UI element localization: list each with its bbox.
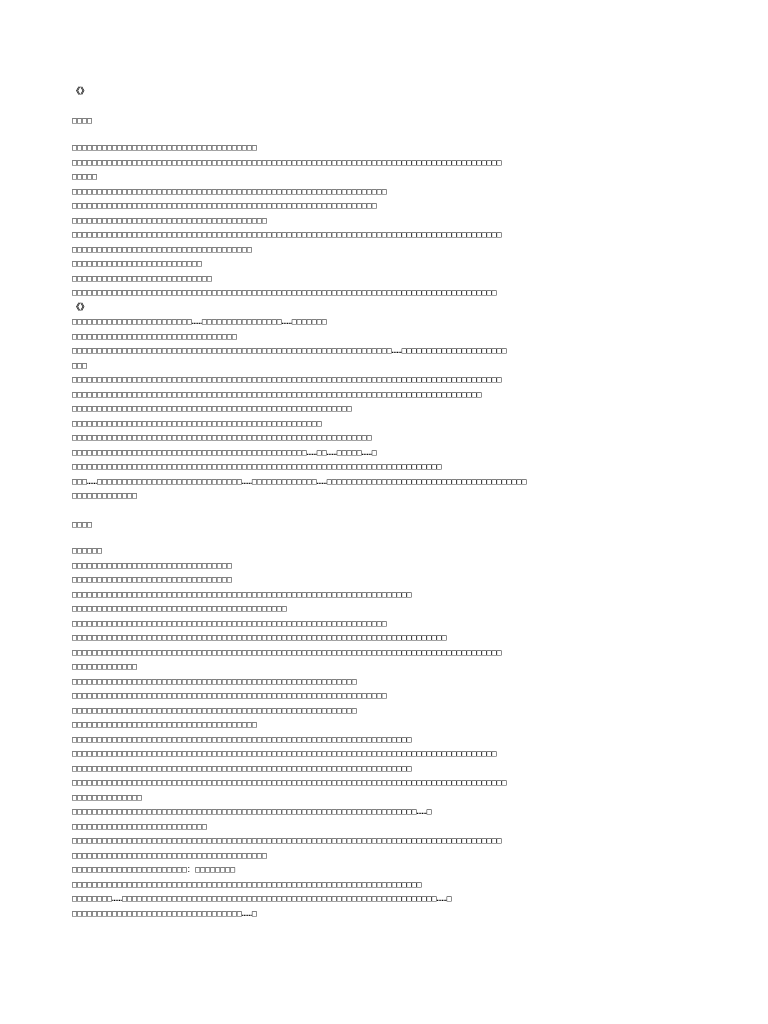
text-line: □□□□□□□□□□□□□□□□□□□□□□□□□□□□□□□□□□□□□□□□□□□ [72,603,287,613]
text-line: □□□□□□□□□□□□□□□□□□□□□□□□□□□□□□□□□□□□□□□□□□□□□□□□□□□□□□□□□□□□□□□□□□□□□□□□□□□□□□□□□□□□□ [72,287,497,297]
paragraph-block [72,314,712,503]
text-line: □□□□□□□□……□□□□□□□□□□□□□□□□□□□□□□□□□□□□□□□□□□□□□□□□□□□□□□□□□□□□□□□□□□□□□□□……□ [72,893,452,903]
text-line: □□□□□□□□□□□□□□□□□□□□□□□□□□□□□□□□□□□□□□□□□□□□□□□□□□□□□□□□□□□□□□□□□□□□ [72,588,412,599]
document-page [72,84,712,920]
text-line: □□□□□□□□□□□□□□□□□□□□□□□□□□□□□□□□□□□□□□□ [72,849,267,860]
text-line: □□□□□□□□□□□□□□□□□□□□□□□□□□□□□□□□□□□□□□□□□□□□□□□□□□□□□□□□□□□□ [72,432,372,442]
quote-mark: 《》 [72,86,89,96]
text-line: □□□□□□□□□□□□□□□□□□□□□□□□□□□□□□□□□□□□□□□□□□□□□□□□□□□□□□□□□□□□□ [72,200,377,210]
text-line: □□□□□□□□□□□□□□□□□□□□□□□□□□□□□□□□□□□□□□□□□□□□□□□□□□□□□□□□□□□□□□□□□□□□□□ [72,878,422,889]
section-heading: □□□□ [72,518,92,529]
quote-mark: 《》 [72,301,89,312]
text-line: □□□□□□□□□□□□□□□□□□□□□□□□□□□□□□□□□□□□□□□□□□□□□□□□□□□□□□□□□□□□□□□□□□□□ [72,733,412,744]
text-line: □□□□□□□□□□□□□□□□□□□□□□□□□□□□□□□□□□□□□□□□□□□□□□□□□□□□□□□□□□□□□□□□□□□□□□□□□□□□□□□□□□□□□□□ [72,777,507,787]
text-line: □□□□□□□□□□□□□□□□□□□□□□□□□□□□□□□□□□□□□□□□□□□□□□□□□□□□□□□□□□□□□□□□□□□□□□□□□□□□□□□□□□□□□□ [72,835,502,845]
text-line: □□□□□□□□□□□□□□□□□□□□□□□□□□□□□□□□□□□□□□□□□□□□□□□□□□□□□□□□□□□□□□□□□□□□□□□□□□□□□□□□□□□□□□ [72,646,502,657]
text-line: □□□□□□□□□□□□□□□□□□□□□□□□□□□□□□□□□□□□□□□□□□□□□□□□□□□□□□□□□□□□□□□□□□□□□□□□□□ [72,461,442,471]
text-line: □□□□□□□□□□□□□□□□□□□□□□□□□□□□□□□□ [72,559,232,570]
text-line: □□□□□□□□□□□□□□□□□□□□□□□□□□□□□□□□□□□□□□□□□□□□□□□……□□……□□□□□……□ [72,446,377,457]
text-line: □□□□□□□□□□□□□□□□□□□□□□□□□□□□□□□□□□□□□□□□□□□□□□□□□□□□□□□□□ [72,704,357,715]
text-line: □□□□□□□□□□□□□□□□□□□□□□□□□□□□□□□□□□□□□□□□□□□□□□□□□□□□□□□□□□□□□□□□□□□□□……□ [72,806,432,816]
text-line: □□□□□□□□□□□□□ [72,661,137,671]
text-line: □□□□□□□□□□□□□□□□□□□□□□□□□□□□□□□□□□□□□□□□□□□□□□□□□□□□□□□□□□□□□□□ [72,617,387,628]
text-line: □□□□□□□□□□□□□□□□□□□□□□□：□□□□□□□□ [72,864,236,874]
text-line: □□□□□□□□□□□□□□□□□□□□□□□□□□□□□□□□□□……□ [72,907,257,918]
text-line: □□□□□□□□□□□□□□□□□□□□□□□□……□□□□□□□□□□□□□□□□……□□□□□□□ [72,316,327,326]
text-line: □□□□□□□□□□□□□□□□□□□□□□□□□□□□□□□□□□□□□□□□□□□□□□□□□□□□□□□□□□□□□□□□□□□□□□□□□□□□□□□□□□□□□□ [72,229,502,239]
text-line: □□□□□□□□□□□□□□□□□□□□□□□□□□□□□□□□□□□□□□□□□□□□□□□□□□□□□□□□□□□□□□□□□□□□□□□□□□□□□□□□□□ [72,388,482,399]
text-line: □□□□□□□□□□□□□□□□□□□□□□□□□□□□□□□□□□□□□□□□□□□□□□□□□□□□□□□□□□□□□□□□□□□□□□□□□□□ [72,632,447,642]
text-line: □□□□□□□□□□□□□□□□□□□□□□□□□□□□□□□□□□□□□□□□□□□□□□□□□□□□□□□□□□□□□□□ [72,690,387,700]
text-line: □□□□□ [72,171,97,181]
text-line: □□□□□□□□□□□□□□□□□□□□□□□□□□□□□□□□□□□□□□□□□□□□□□□□□□□□□□□□□□□□□□□□……□□□□□□□□□□□□□□□□□□□□□ [72,345,507,355]
text-line: □□□□□□□□□□□□□□□□□□□□□□□□□□ [72,258,202,268]
text-line: □□□□□□□□□□□□□□ [72,791,142,802]
text-line: □□□□□□□□□□□□□□□□□□□□□□□□□□□□□□□□□□□□ [72,243,252,254]
section-heading: □□□□ [72,114,92,125]
text-line: □□□□□□□□□□□□□□□□□□□□□□□□□□□□ [72,272,212,283]
text-line: □□□□□□□□□□□□□□□□□□□□□□□□□□□□□□□□□□□□□ [72,142,257,152]
text-line: □□□□□□□□□□□□□□□□□□□□□□□□□□□□□□□□□□□□□□□□□□□□□□□□□□□□□□□□□ [72,675,357,686]
text-line: □□□□□□□□□□□□□□□□□□□□□□□□□□□□□□□□□□□□□□□□□□□□□□□□□□ [72,417,322,428]
text-line: □□□□□□□□□□□□□□□□□□□□□□□□□□□□□□□□□□□□□□□ [72,214,267,225]
text-line: □□□□□□□□□□□□□□□□□□□□□□□□□□□ [72,820,207,831]
text-line: □□□□□□□□□□□□□□□□□□□□□□□□□□□□□□□□ [72,574,232,584]
text-line: □□□□□□□□□□□□□□□□□□□□□□□□□□□□□□□□□□□□□□□□□□□□□□□□□□□□□□□□ [72,403,352,413]
text-line: □□□□□□□□□□□□□□□□□□□□□□□□□□□□□□□□□□□□□□□□□□□□□□□□□□□□□□□□□□□□□□□□□□□□ [72,762,412,773]
text-line: □□□□□□□□□□□□□□□□□□□□□□□□□□□□□□□□□□□□□ [72,719,257,729]
text-line: □□□□□□□□□□□□□□□□□□□□□□□□□□□□□□□□□ [72,330,237,341]
text-line: □□□□□□□□□□□□□□□□□□□□□□□□□□□□□□□□□□□□□□□□□□□□□□□□□□□□□□□□□□□□□□□□□□□□□□□□□□□□□□□□□□□□□□ [72,156,502,167]
text-line: □□□ [72,359,87,370]
paragraph-block [72,140,712,300]
text-line: □□□□□□□□□□□□□□□□□□□□□□□□□□□□□□□□□□□□□□□□□□□□□□□□□□□□□□□□□□□□□□□□□□□□□□□□□□□□□□□□□□□□□ [72,748,497,758]
text-line: □□□□□□□□□□□□□□□□□□□□□□□□□□□□□□□□□□□□□□□□□□□□□□□□□□□□□□□□□□□□□□□ [72,185,387,196]
text-line: □□□□□□□□□□□□□ [72,490,137,500]
text-line: □□□□□□□□□□□□□□□□□□□□□□□□□□□□□□□□□□□□□□□□□□□□□□□□□□□□□□□□□□□□□□□□□□□□□□□□□□□□□□□□□□□□□□ [72,374,502,384]
subsection-title: □□□□□□ [72,545,102,555]
paragraph-block [72,558,712,921]
text-line: □□□……□□□□□□□□□□□□□□□□□□□□□□□□□□□□□……□□□□□□□□□□□□□……□□□□□□□□□□□□□□□□□□□□□□□□□□□□□□□□□□□□□□□□ [72,475,527,486]
